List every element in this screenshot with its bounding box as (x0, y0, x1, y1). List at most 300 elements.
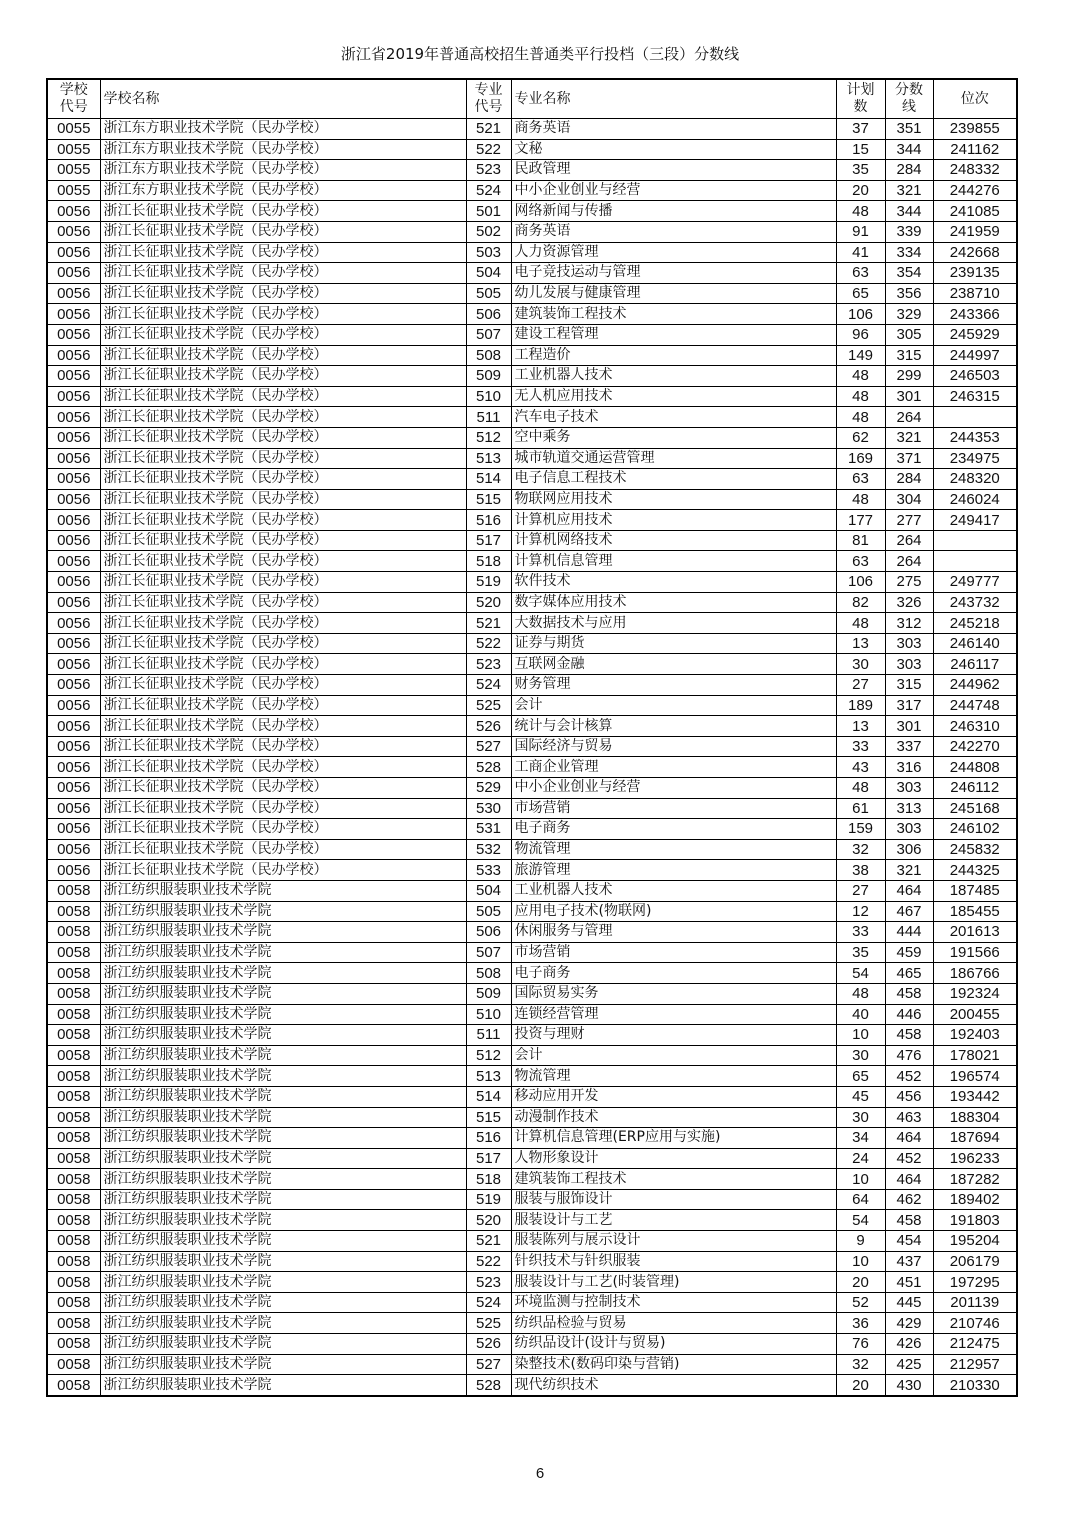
score-cell: 463 (885, 1107, 933, 1128)
major-code-cell: 527 (466, 736, 511, 757)
major-code-cell: 518 (466, 1169, 511, 1190)
plan-cell: 13 (836, 633, 885, 654)
rank-cell: 246112 (933, 778, 1017, 799)
major-code-cell: 533 (466, 860, 511, 881)
score-cell: 277 (885, 510, 933, 531)
major-code-cell: 505 (466, 901, 511, 922)
school-name-cell: 浙江纺织服装职业技术学院 (100, 1128, 466, 1149)
table-row (47, 180, 1017, 201)
major-name-cell: 投资与理财 (511, 1025, 836, 1046)
table-row (47, 1025, 1017, 1046)
table-row (47, 1148, 1017, 1169)
major-code-cell: 523 (466, 160, 511, 181)
school-name-cell: 浙江长征职业技术学院（民办学校） (100, 469, 466, 490)
rank-cell: 239135 (933, 263, 1017, 284)
major-name-cell: 无人机应用技术 (511, 386, 836, 407)
school-name-cell: 浙江纺织服装职业技术学院 (100, 1086, 466, 1107)
major-name-cell: 染整技术(数码印染与营销) (511, 1354, 836, 1375)
major-code-cell: 532 (466, 839, 511, 860)
school-code-cell: 0056 (47, 469, 100, 490)
school-code-cell: 0058 (47, 1334, 100, 1355)
major-code-cell: 523 (466, 1272, 511, 1293)
rank-cell: 249417 (933, 510, 1017, 531)
table-row (47, 221, 1017, 242)
major-name-cell: 幼儿发展与健康管理 (511, 283, 836, 304)
plan-cell: 91 (836, 221, 885, 242)
table-row (47, 242, 1017, 263)
major-name-cell: 移动应用开发 (511, 1086, 836, 1107)
score-cell: 452 (885, 1066, 933, 1087)
major-name-cell: 空中乘务 (511, 427, 836, 448)
plan-cell: 43 (836, 757, 885, 778)
plan-cell: 54 (836, 1210, 885, 1231)
table-row (47, 1210, 1017, 1231)
school-code-cell: 0056 (47, 654, 100, 675)
major-code-cell: 516 (466, 510, 511, 531)
major-name-cell: 服装设计与工艺(时装管理) (511, 1272, 836, 1293)
score-cell: 425 (885, 1354, 933, 1375)
school-code-cell: 0058 (47, 1169, 100, 1190)
score-cell: 454 (885, 1231, 933, 1252)
rank-cell: 212957 (933, 1354, 1017, 1375)
school-code-cell: 0056 (47, 366, 100, 387)
major-name-cell: 市场营销 (511, 942, 836, 963)
school-code-cell: 0058 (47, 1066, 100, 1087)
school-name-cell: 浙江长征职业技术学院（民办学校） (100, 304, 466, 325)
school-name-cell: 浙江纺织服装职业技术学院 (100, 1375, 466, 1396)
rank-cell: 244325 (933, 860, 1017, 881)
major-code-cell: 508 (466, 963, 511, 984)
school-code-cell: 0058 (47, 901, 100, 922)
major-name-cell: 人力资源管理 (511, 242, 836, 263)
plan-cell: 106 (836, 304, 885, 325)
major-code-cell: 503 (466, 242, 511, 263)
table-row (47, 1107, 1017, 1128)
rank-cell: 187694 (933, 1128, 1017, 1149)
school-name-cell: 浙江纺织服装职业技术学院 (100, 1292, 466, 1313)
score-cell: 464 (885, 1169, 933, 1190)
rank-cell: 196574 (933, 1066, 1017, 1087)
major-name-cell: 动漫制作技术 (511, 1107, 836, 1128)
school-name-cell: 浙江纺织服装职业技术学院 (100, 922, 466, 943)
rank-cell: 234975 (933, 448, 1017, 469)
rank-cell: 242270 (933, 736, 1017, 757)
table-row (47, 1292, 1017, 1313)
school-name-cell: 浙江纺织服装职业技术学院 (100, 963, 466, 984)
table-header-row (47, 79, 1017, 119)
table-row (47, 530, 1017, 551)
school-code-cell: 0058 (47, 1292, 100, 1313)
major-name-cell: 连锁经营管理 (511, 1004, 836, 1025)
score-cell: 464 (885, 880, 933, 901)
rank-cell: 195204 (933, 1231, 1017, 1252)
table-row (47, 860, 1017, 881)
major-name-cell: 会计 (511, 1045, 836, 1066)
score-cell: 299 (885, 366, 933, 387)
school-code-cell: 0056 (47, 695, 100, 716)
table-row (47, 901, 1017, 922)
major-code-cell: 517 (466, 1148, 511, 1169)
plan-cell: 10 (836, 1025, 885, 1046)
school-code-cell: 0058 (47, 1354, 100, 1375)
plan-cell: 20 (836, 1272, 885, 1293)
table-row (47, 716, 1017, 737)
rank-cell: 246503 (933, 366, 1017, 387)
plan-cell: 27 (836, 880, 885, 901)
score-cell: 371 (885, 448, 933, 469)
major-code-cell: 510 (466, 1004, 511, 1025)
major-code-cell: 525 (466, 1313, 511, 1334)
major-code-cell: 514 (466, 1086, 511, 1107)
school-name-cell: 浙江长征职业技术学院（民办学校） (100, 736, 466, 757)
major-code-cell: 514 (466, 469, 511, 490)
major-code-cell: 526 (466, 1334, 511, 1355)
score-cell: 305 (885, 324, 933, 345)
rank-cell: 246140 (933, 633, 1017, 654)
school-code-cell: 0056 (47, 530, 100, 551)
major-name-cell: 统计与会计核算 (511, 716, 836, 737)
rank-cell: 246102 (933, 819, 1017, 840)
major-name-cell: 会计 (511, 695, 836, 716)
plan-cell: 63 (836, 469, 885, 490)
table-row (47, 407, 1017, 428)
school-code-cell: 0056 (47, 592, 100, 613)
score-cell: 264 (885, 407, 933, 428)
major-code-cell: 516 (466, 1128, 511, 1149)
score-cell: 315 (885, 345, 933, 366)
major-name-cell: 人物形象设计 (511, 1148, 836, 1169)
major-code-cell: 521 (466, 119, 511, 140)
table-row (47, 592, 1017, 613)
major-code-cell: 529 (466, 778, 511, 799)
plan-cell: 32 (836, 1354, 885, 1375)
school-code-cell: 0056 (47, 551, 100, 572)
major-code-cell: 512 (466, 427, 511, 448)
major-code-cell: 523 (466, 654, 511, 675)
major-code-cell: 522 (466, 1251, 511, 1272)
plan-cell: 76 (836, 1334, 885, 1355)
plan-cell: 63 (836, 551, 885, 572)
rank-cell (933, 407, 1017, 428)
plan-cell: 48 (836, 386, 885, 407)
school-code-cell: 0056 (47, 860, 100, 881)
plan-cell: 36 (836, 1313, 885, 1334)
school-name-cell: 浙江长征职业技术学院（民办学校） (100, 324, 466, 345)
score-cell: 458 (885, 1025, 933, 1046)
score-cell: 344 (885, 139, 933, 160)
school-code-cell: 0056 (47, 778, 100, 799)
major-name-cell: 电子商务 (511, 963, 836, 984)
score-cell: 458 (885, 1210, 933, 1231)
school-name-cell: 浙江长征职业技术学院（民办学校） (100, 242, 466, 263)
rank-cell: 201613 (933, 922, 1017, 943)
plan-cell: 106 (836, 572, 885, 593)
score-cell: 303 (885, 654, 933, 675)
school-code-cell: 0055 (47, 160, 100, 181)
major-code-cell: 511 (466, 407, 511, 428)
plan-cell: 34 (836, 1128, 885, 1149)
major-name-cell: 计算机应用技术 (511, 510, 836, 531)
school-name-cell: 浙江东方职业技术学院（民办学校） (100, 119, 466, 140)
school-name-cell: 浙江长征职业技术学院（民办学校） (100, 448, 466, 469)
table-row (47, 1251, 1017, 1272)
table-row (47, 633, 1017, 654)
plan-cell: 65 (836, 283, 885, 304)
school-code-cell: 0058 (47, 1004, 100, 1025)
major-name-cell: 市场营销 (511, 798, 836, 819)
major-name-cell: 针织技术与针织服装 (511, 1251, 836, 1272)
major-name-cell: 数字媒体应用技术 (511, 592, 836, 613)
plan-cell: 96 (836, 324, 885, 345)
major-name-cell: 纺织品检验与贸易 (511, 1313, 836, 1334)
table-row (47, 695, 1017, 716)
school-code-cell: 0058 (47, 1148, 100, 1169)
major-code-cell: 504 (466, 880, 511, 901)
rank-cell: 206179 (933, 1251, 1017, 1272)
school-code-cell: 0058 (47, 1128, 100, 1149)
plan-cell: 33 (836, 736, 885, 757)
rank-cell: 193442 (933, 1086, 1017, 1107)
plan-cell: 64 (836, 1189, 885, 1210)
school-code-cell: 0058 (47, 1189, 100, 1210)
table-row (47, 551, 1017, 572)
score-cell: 465 (885, 963, 933, 984)
rank-cell: 245168 (933, 798, 1017, 819)
plan-cell: 159 (836, 819, 885, 840)
score-cell: 339 (885, 221, 933, 242)
major-name-cell: 计算机信息管理 (511, 551, 836, 572)
score-cell: 444 (885, 922, 933, 943)
school-name-cell: 浙江纺织服装职业技术学院 (100, 1169, 466, 1190)
school-code-cell: 0055 (47, 139, 100, 160)
school-name-cell: 浙江长征职业技术学院（民办学校） (100, 427, 466, 448)
major-name-cell: 汽车电子技术 (511, 407, 836, 428)
school-code-cell: 0058 (47, 1086, 100, 1107)
major-code-cell: 524 (466, 1292, 511, 1313)
school-name-cell: 浙江东方职业技术学院（民办学校） (100, 180, 466, 201)
school-name-cell: 浙江长征职业技术学院（民办学校） (100, 221, 466, 242)
major-code-cell: 521 (466, 613, 511, 634)
major-code-cell: 515 (466, 1107, 511, 1128)
major-code-cell: 507 (466, 942, 511, 963)
rank-cell: 244997 (933, 345, 1017, 366)
table-row (47, 675, 1017, 696)
score-cell: 344 (885, 201, 933, 222)
table-row (47, 839, 1017, 860)
table-row (47, 469, 1017, 490)
table-row (47, 201, 1017, 222)
major-code-cell: 526 (466, 716, 511, 737)
rank-cell: 187485 (933, 880, 1017, 901)
rank-cell: 241085 (933, 201, 1017, 222)
major-name-cell: 服装设计与工艺 (511, 1210, 836, 1231)
major-name-cell: 国际贸易实务 (511, 983, 836, 1004)
major-name-cell: 证券与期货 (511, 633, 836, 654)
school-code-cell: 0056 (47, 839, 100, 860)
table-row (47, 798, 1017, 819)
table-row (47, 880, 1017, 901)
school-code-cell: 0056 (47, 736, 100, 757)
rank-cell: 248332 (933, 160, 1017, 181)
plan-cell: 61 (836, 798, 885, 819)
major-name-cell: 环境监测与控制技术 (511, 1292, 836, 1313)
school-name-cell: 浙江长征职业技术学院（民办学校） (100, 819, 466, 840)
table-row (47, 778, 1017, 799)
plan-cell: 169 (836, 448, 885, 469)
school-code-cell: 0056 (47, 283, 100, 304)
school-name-cell: 浙江纺织服装职业技术学院 (100, 1231, 466, 1252)
major-code-cell: 509 (466, 366, 511, 387)
school-code-cell: 0058 (47, 942, 100, 963)
rank-cell: 192403 (933, 1025, 1017, 1046)
school-name-cell: 浙江纺织服装职业技术学院 (100, 1251, 466, 1272)
school-code-cell: 0056 (47, 324, 100, 345)
school-name-cell: 浙江纺织服装职业技术学院 (100, 1004, 466, 1025)
plan-cell: 54 (836, 963, 885, 984)
school-name-cell: 浙江长征职业技术学院（民办学校） (100, 407, 466, 428)
major-name-cell: 物流管理 (511, 839, 836, 860)
plan-cell: 41 (836, 242, 885, 263)
major-name-cell: 城市轨道交通运营管理 (511, 448, 836, 469)
table-row (47, 448, 1017, 469)
rank-cell: 244748 (933, 695, 1017, 716)
rank-cell: 246024 (933, 489, 1017, 510)
rank-cell: 246117 (933, 654, 1017, 675)
score-cell: 446 (885, 1004, 933, 1025)
plan-cell: 30 (836, 654, 885, 675)
plan-cell: 48 (836, 778, 885, 799)
table-row (47, 263, 1017, 284)
school-code-cell: 0055 (47, 180, 100, 201)
major-code-cell: 507 (466, 324, 511, 345)
school-code-cell: 0056 (47, 675, 100, 696)
major-code-cell: 510 (466, 386, 511, 407)
major-code-cell: 519 (466, 572, 511, 593)
major-code-cell: 522 (466, 633, 511, 654)
score-cell: 306 (885, 839, 933, 860)
school-code-cell: 0058 (47, 1272, 100, 1293)
table-row (47, 1313, 1017, 1334)
major-name-cell: 中小企业创业与经营 (511, 778, 836, 799)
major-code-cell: 515 (466, 489, 511, 510)
rank-cell: 191566 (933, 942, 1017, 963)
score-cell: 451 (885, 1272, 933, 1293)
school-name-cell: 浙江长征职业技术学院（民办学校） (100, 263, 466, 284)
rank-cell (933, 530, 1017, 551)
score-cell: 321 (885, 180, 933, 201)
major-name-cell: 旅游管理 (511, 860, 836, 881)
school-name-cell: 浙江长征职业技术学院（民办学校） (100, 716, 466, 737)
school-name-cell: 浙江纺织服装职业技术学院 (100, 880, 466, 901)
table-row (47, 1231, 1017, 1252)
school-code-cell: 0058 (47, 1251, 100, 1272)
plan-cell: 24 (836, 1148, 885, 1169)
major-name-cell: 纺织品设计(设计与贸易) (511, 1334, 836, 1355)
plan-cell: 82 (836, 592, 885, 613)
school-code-cell: 0058 (47, 1375, 100, 1396)
score-cell: 303 (885, 778, 933, 799)
school-code-cell: 0058 (47, 1045, 100, 1066)
score-cell: 430 (885, 1375, 933, 1396)
major-name-cell: 建设工程管理 (511, 324, 836, 345)
major-code-cell: 518 (466, 551, 511, 572)
major-name-cell: 现代纺织技术 (511, 1375, 836, 1396)
major-name-cell: 电子竞技运动与管理 (511, 263, 836, 284)
plan-cell: 189 (836, 695, 885, 716)
major-code-cell: 521 (466, 1231, 511, 1252)
major-name-cell: 商务英语 (511, 119, 836, 140)
header-score: 分数线 (885, 79, 933, 119)
school-code-cell: 0056 (47, 798, 100, 819)
school-code-cell: 0056 (47, 819, 100, 840)
major-code-cell: 501 (466, 201, 511, 222)
rank-cell: 186766 (933, 963, 1017, 984)
plan-cell: 35 (836, 942, 885, 963)
school-name-cell: 浙江纺织服装职业技术学院 (100, 1334, 466, 1355)
school-code-cell: 0056 (47, 242, 100, 263)
table-row (47, 613, 1017, 634)
school-code-cell: 0056 (47, 201, 100, 222)
school-name-cell: 浙江长征职业技术学院（民办学校） (100, 695, 466, 716)
plan-cell: 48 (836, 613, 885, 634)
school-name-cell: 浙江纺织服装职业技术学院 (100, 1066, 466, 1087)
school-name-cell: 浙江长征职业技术学院（民办学校） (100, 510, 466, 531)
major-code-cell: 506 (466, 922, 511, 943)
major-name-cell: 电子信息工程技术 (511, 469, 836, 490)
plan-cell: 52 (836, 1292, 885, 1313)
major-code-cell: 513 (466, 448, 511, 469)
major-name-cell: 中小企业创业与经营 (511, 180, 836, 201)
major-code-cell: 509 (466, 983, 511, 1004)
school-name-cell: 浙江长征职业技术学院（民办学校） (100, 489, 466, 510)
score-cell: 329 (885, 304, 933, 325)
rank-cell: 212475 (933, 1334, 1017, 1355)
plan-cell: 30 (836, 1107, 885, 1128)
rank-cell: 189402 (933, 1189, 1017, 1210)
plan-cell: 62 (836, 427, 885, 448)
school-name-cell: 浙江长征职业技术学院（民办学校） (100, 654, 466, 675)
major-code-cell: 506 (466, 304, 511, 325)
rank-cell: 245929 (933, 324, 1017, 345)
plan-cell: 48 (836, 983, 885, 1004)
major-name-cell: 计算机信息管理(ERP应用与实施) (511, 1128, 836, 1149)
table-row (47, 1066, 1017, 1087)
rank-cell: 243732 (933, 592, 1017, 613)
rank-cell: 239855 (933, 119, 1017, 140)
school-code-cell: 0056 (47, 386, 100, 407)
major-name-cell: 电子商务 (511, 819, 836, 840)
table-row (47, 427, 1017, 448)
table-row (47, 1045, 1017, 1066)
score-cell: 462 (885, 1189, 933, 1210)
major-name-cell: 互联网金融 (511, 654, 836, 675)
table-row (47, 1189, 1017, 1210)
table-row (47, 963, 1017, 984)
score-cell: 456 (885, 1086, 933, 1107)
school-name-cell: 浙江纺织服装职业技术学院 (100, 1272, 466, 1293)
major-code-cell: 530 (466, 798, 511, 819)
rank-cell: 244808 (933, 757, 1017, 778)
score-cell: 354 (885, 263, 933, 284)
score-cell: 316 (885, 757, 933, 778)
school-name-cell: 浙江纺织服装职业技术学院 (100, 942, 466, 963)
school-name-cell: 浙江长征职业技术学院（民办学校） (100, 345, 466, 366)
major-name-cell: 商务英语 (511, 221, 836, 242)
school-name-cell: 浙江长征职业技术学院（民办学校） (100, 839, 466, 860)
school-name-cell: 浙江纺织服装职业技术学院 (100, 1313, 466, 1334)
table-row (47, 160, 1017, 181)
score-cell: 301 (885, 716, 933, 737)
